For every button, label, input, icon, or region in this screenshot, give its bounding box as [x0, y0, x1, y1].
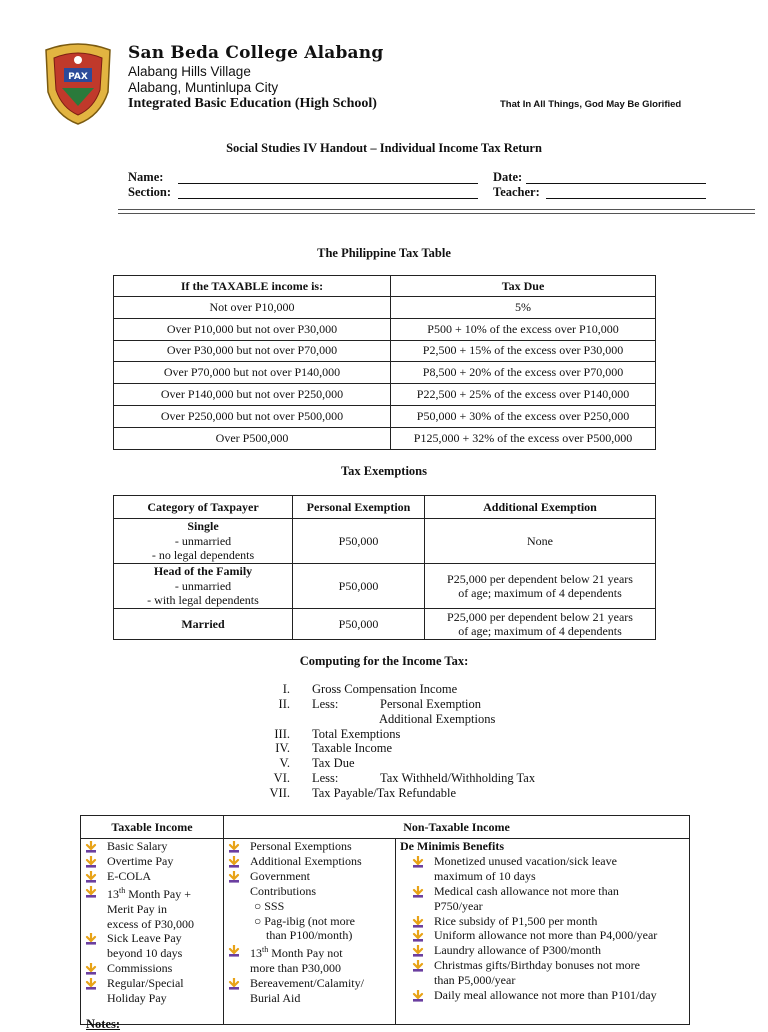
list-item-text: than P100/month) — [266, 928, 353, 943]
list-item — [224, 976, 395, 1006]
table-cell: P50,000 — [293, 564, 425, 609]
list-item-text: 13 — [250, 946, 262, 961]
list-item-text: Contributions — [250, 883, 317, 898]
list-item — [81, 931, 223, 961]
arrow-bullet-icon — [228, 856, 240, 868]
table-cell: P2,500 + 15% of the excess over P30,000 — [391, 340, 656, 362]
list-item — [396, 958, 689, 988]
list-item-text: Laundry allowance of P300/month — [434, 943, 601, 958]
list-item-text: Uniform allowance not more than P4,000/year — [434, 928, 658, 943]
list-item-text: Personal Exemptions — [250, 839, 352, 853]
tax-table — [113, 275, 656, 450]
list-item — [81, 884, 223, 932]
column-header: If the TAXABLE income is: — [114, 276, 391, 297]
arrow-bullet-icon — [85, 841, 97, 853]
step-text: Additional Exemptions — [379, 712, 496, 726]
sub-item — [224, 914, 395, 944]
list-item — [224, 839, 395, 854]
list-item-text: E-COLA — [107, 868, 151, 883]
table-header-row — [114, 496, 656, 519]
table-row — [114, 362, 656, 384]
list-item-text: maximum of 10 days — [434, 868, 536, 883]
arrow-bullet-icon — [85, 856, 97, 868]
table-row — [114, 340, 656, 362]
table-cell — [425, 564, 656, 609]
category-single — [114, 519, 293, 564]
step-text: Gross Compensation Income — [312, 682, 458, 696]
arrow-bullet-icon — [412, 960, 424, 972]
table-cell: P125,000 + 32% of the excess over P500,000 — [391, 427, 656, 449]
table-header-row — [114, 276, 656, 297]
notes-label: Notes: — [86, 1017, 121, 1031]
category-detail: - unmarried — [174, 533, 232, 548]
arrow-bullet-icon — [412, 916, 424, 928]
arrow-bullet-icon — [85, 933, 97, 945]
step-text: Taxable Income — [312, 741, 392, 755]
cell-line: P25,000 per dependent below 21 years — [447, 609, 633, 624]
step-text: Tax Withheld/Withholding Tax — [380, 771, 536, 785]
step-text: Less: — [312, 697, 339, 711]
list-item-text: beyond 10 days — [107, 946, 183, 961]
step-text: Tax Due — [312, 756, 355, 770]
list-item — [81, 976, 223, 1006]
column-header: Additional Exemption — [425, 496, 656, 519]
category-detail: - no legal dependents — [151, 548, 255, 563]
list-item — [81, 869, 223, 884]
name-label: Name: — [128, 170, 164, 184]
list-item-text: Commissions — [107, 961, 173, 976]
table-cell — [425, 609, 656, 640]
step-text: Total Exemptions — [312, 727, 401, 741]
table-row — [114, 297, 656, 319]
computing-title: Computing for the Income Tax: — [299, 654, 469, 668]
de-minimis-list — [396, 839, 690, 1025]
arrow-bullet-icon — [228, 871, 240, 883]
table-cell: P50,000 — [293, 609, 425, 640]
table-header-row — [81, 816, 690, 839]
section-field[interactable] — [178, 198, 478, 199]
step-number: I. — [282, 682, 290, 696]
table-cell: Over P70,000 but not over P140,000 — [114, 362, 391, 384]
exemptions-table — [113, 495, 656, 640]
cell-line: of age; maximum of 4 dependents — [458, 586, 622, 600]
list-item-text: Additional Exemptions — [250, 853, 362, 868]
step-text: Less: — [312, 771, 339, 785]
column-header: Taxable Income — [81, 816, 224, 839]
table-cell: P8,500 + 20% of the excess over P70,000 — [391, 362, 656, 384]
arrow-bullet-icon — [412, 945, 424, 957]
date-label: Date: — [493, 170, 523, 184]
table-cell: None — [425, 519, 656, 564]
table-cell: Not over P10,000 — [114, 297, 391, 319]
address-line-1: Alabang Hills Village — [128, 64, 251, 79]
list-item-text: Government — [250, 868, 310, 883]
arrow-bullet-icon — [228, 978, 240, 990]
cell-line: of age; maximum of 4 dependents — [458, 624, 622, 638]
table-cell: Over P10,000 but not over P30,000 — [114, 318, 391, 340]
column-header: Tax Due — [391, 276, 656, 297]
list-item — [224, 854, 395, 869]
de-minimis-title: De Minimis Benefits — [400, 839, 504, 853]
address-line-2: Alabang, Muntinlupa City — [128, 80, 279, 95]
category-title: Single — [187, 519, 219, 534]
list-item-text: Regular/Special — [107, 976, 184, 991]
step-text: Personal Exemption — [380, 697, 482, 711]
list-item-text: more than P30,000 — [250, 961, 341, 976]
list-item-text: Christmas gifts/Birthday bonuses not more — [434, 958, 640, 973]
step-number: V. — [279, 756, 290, 770]
list-item — [81, 854, 223, 869]
table-row — [114, 519, 656, 564]
step-number: II. — [278, 697, 290, 711]
superscript: th — [262, 945, 269, 955]
list-item-text: 13 — [107, 886, 119, 901]
table-row — [114, 427, 656, 449]
teacher-field[interactable] — [546, 198, 706, 199]
list-item-text: ○ Pag-ibig (not more — [254, 913, 355, 928]
list-item-text: excess of P30,000 — [107, 916, 194, 931]
arrow-bullet-icon — [412, 990, 424, 1002]
list-item-text: Medical cash allowance not more than — [434, 883, 619, 898]
category-detail: - with legal dependents — [147, 593, 259, 608]
column-header: Personal Exemption — [293, 496, 425, 519]
list-item — [396, 914, 689, 929]
step-number: IV. — [275, 741, 290, 755]
list-item-text: than P5,000/year — [434, 973, 516, 988]
table-row — [114, 405, 656, 427]
date-field[interactable] — [526, 183, 706, 184]
income-table — [80, 815, 690, 1025]
section-label: Section: — [128, 185, 172, 199]
category-detail: - unmarried — [174, 578, 232, 593]
arrow-bullet-icon — [228, 841, 240, 853]
list-item-text: Burial Aid — [250, 991, 301, 1006]
table-row — [114, 384, 656, 406]
sub-item: ○ SSS — [254, 898, 285, 913]
category-title: Head of the Family — [153, 564, 253, 579]
arrow-bullet-icon — [85, 871, 97, 883]
table-row — [81, 839, 690, 1025]
list-item — [396, 943, 689, 958]
list-item — [81, 961, 223, 976]
arrow-bullet-icon — [85, 963, 97, 975]
list-item — [81, 839, 223, 854]
superscript: th — [119, 885, 126, 895]
table-cell: P500 + 10% of the excess over P10,000 — [391, 318, 656, 340]
step-text: Tax Payable/Tax Refundable — [312, 786, 457, 800]
list-item-text: Overtime Pay — [107, 853, 174, 868]
list-item-text: Month Pay + — [125, 886, 192, 901]
category-head-of-family — [114, 564, 293, 609]
handout-title: Social Studies IV Handout – Individual Income Tax Return — [226, 141, 542, 155]
list-item-text: Monetized unused vacation/sick leave — [434, 853, 617, 868]
list-item-text: Holiday Pay — [107, 991, 167, 1006]
taxable-income-list — [81, 839, 224, 1025]
tax-table-title: The Philippine Tax Table — [317, 246, 451, 260]
list-item — [396, 928, 689, 943]
list-item-text: Rice subsidy of P1,500 per month — [434, 913, 598, 928]
category-married: Married — [114, 609, 293, 640]
divider — [118, 213, 755, 214]
list-item — [396, 884, 689, 914]
list-item-text: Merit Pay in — [107, 901, 167, 916]
school-motto: That In All Things, God May Be Glorified — [500, 99, 682, 110]
arrow-bullet-icon — [85, 978, 97, 990]
table-cell: Over P30,000 but not over P70,000 — [114, 340, 391, 362]
table-row — [114, 318, 656, 340]
step-number: VI. — [273, 771, 290, 785]
table-cell: P22,500 + 25% of the excess over P140,000 — [391, 384, 656, 406]
svg-text:PAX: PAX — [68, 72, 88, 82]
name-field[interactable] — [178, 183, 478, 184]
list-item — [224, 869, 395, 899]
table-cell: P50,000 + 30% of the excess over P250,000 — [391, 405, 656, 427]
list-item — [396, 988, 689, 1003]
exemptions-list — [224, 839, 396, 1025]
table-row — [114, 564, 656, 609]
exemptions-title: Tax Exemptions — [340, 464, 428, 478]
table-cell: Over P250,000 but not over P500,000 — [114, 405, 391, 427]
department-name: Integrated Basic Education (High School) — [128, 96, 377, 111]
school-name: San Beda College Alabang — [128, 43, 384, 63]
divider — [118, 209, 755, 210]
school-seal-logo — [40, 40, 116, 126]
list-item-text: Basic Salary — [107, 839, 168, 853]
table-cell: P50,000 — [293, 519, 425, 564]
list-item-text: Sick Leave Pay — [107, 931, 182, 946]
list-item — [224, 943, 395, 976]
cell-line: P25,000 per dependent below 21 years — [447, 571, 633, 586]
teacher-label: Teacher: — [493, 185, 540, 199]
arrow-bullet-icon — [85, 886, 97, 898]
step-number: III. — [274, 727, 290, 741]
column-header: Category of Taxpayer — [114, 496, 293, 519]
column-header: Non-Taxable Income — [224, 816, 690, 839]
list-item-text: Daily meal allowance not more than P101/day — [434, 988, 657, 1003]
table-cell: Over P140,000 but not over P250,000 — [114, 384, 391, 406]
table-row — [114, 609, 656, 640]
table-cell: 5% — [391, 297, 656, 319]
arrow-bullet-icon — [412, 856, 424, 868]
list-item-text: P750/year — [434, 898, 483, 913]
list-item — [396, 854, 689, 884]
arrow-bullet-icon — [412, 886, 424, 898]
arrow-bullet-icon — [228, 945, 240, 957]
table-cell: Over P500,000 — [114, 427, 391, 449]
arrow-bullet-icon — [412, 930, 424, 942]
step-number: VII. — [269, 786, 290, 800]
list-item-text: Bereavement/Calamity/ — [250, 976, 364, 991]
list-item-text: Month Pay not — [268, 946, 343, 961]
